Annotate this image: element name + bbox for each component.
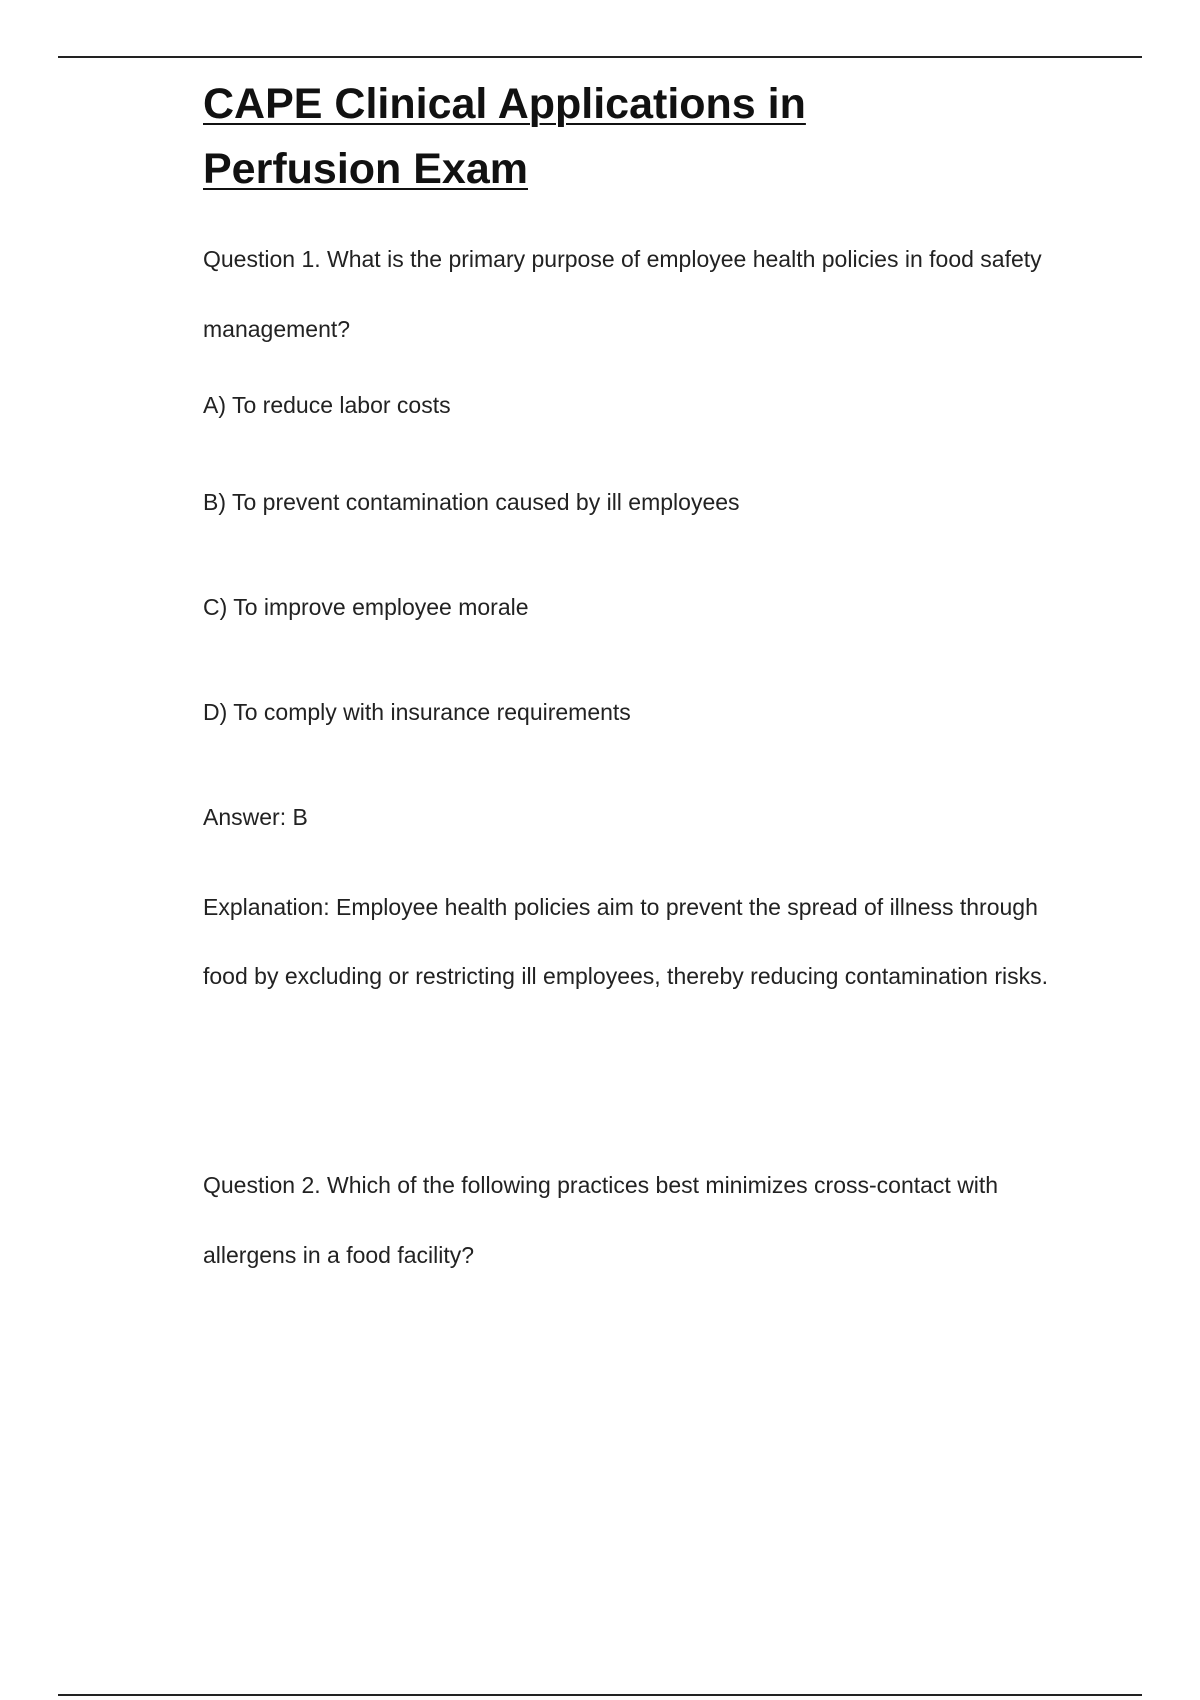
explanation-text: Explanation: Employee health policies aim to prevent the spread of illness through food by excluding or restricting ill employees, thereby reducing contamination risks. (203, 894, 1049, 989)
page-content (203, 72, 1083, 1290)
option-c: C) To improve employee morale (203, 594, 529, 620)
title-line-1: CAPE Clinical Applications in (203, 80, 806, 128)
option-b: B) To prevent contamination caused by ill employees (203, 489, 740, 515)
question-block-2 (203, 1150, 1083, 1290)
document-title (203, 72, 1083, 202)
question-text: Question 1. What is the primary purpose of employee health policies in food safety management? (203, 246, 1042, 342)
footer-rule (58, 1694, 1142, 1696)
title-line-2: Perfusion Exam (203, 145, 528, 193)
question-text: Question 2. Which of the following practices best minimizes cross-contact with allergens in a food facility? (203, 1172, 999, 1268)
option-a: A) To reduce labor costs (203, 392, 451, 418)
header-rule (58, 56, 1142, 58)
option-d: D) To comply with insurance requirements (203, 699, 631, 725)
answer-text: Answer: B (203, 804, 308, 830)
question-block-1 (203, 224, 1083, 1011)
